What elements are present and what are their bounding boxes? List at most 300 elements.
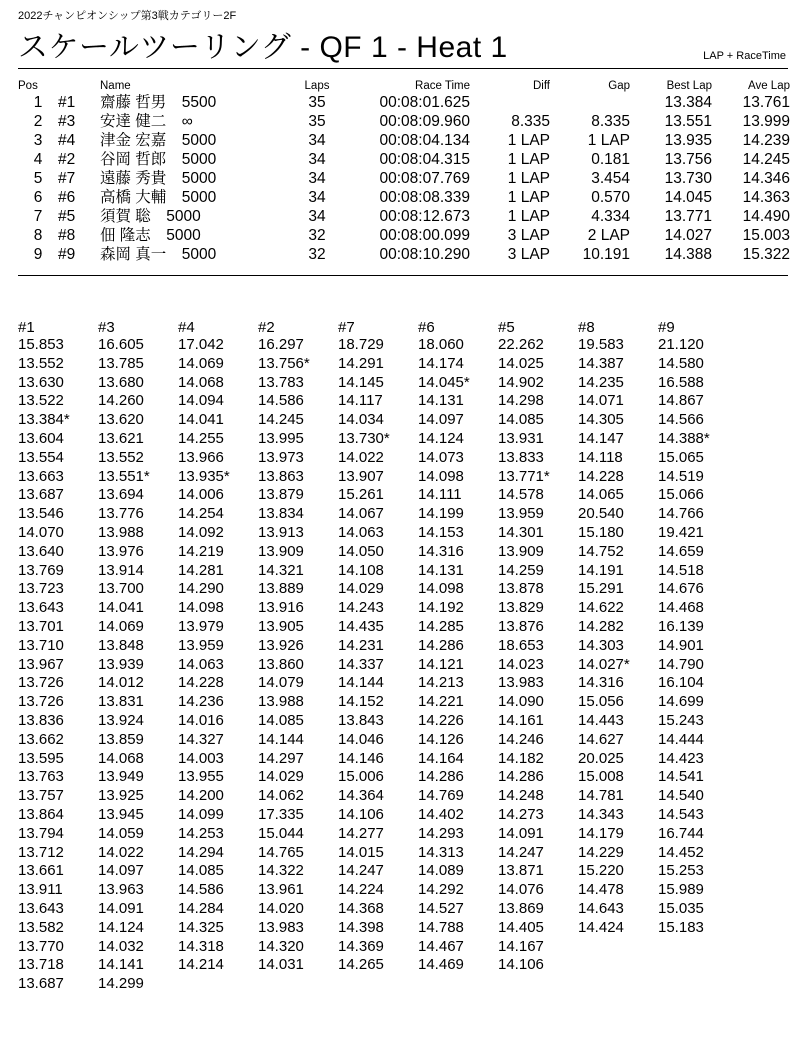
lap-row [18, 919, 738, 938]
lap-time: 13.730* [338, 429, 390, 447]
result-row [18, 207, 790, 226]
result-race-time: 00:08:00.099 [379, 227, 470, 244]
lap-time: 14.281 [178, 561, 224, 579]
lap-time: 13.911 [18, 881, 63, 899]
lap-time: 14.124 [418, 429, 464, 447]
result-best-lap: 14.045 [664, 189, 712, 206]
lap-time: 13.913 [258, 523, 304, 541]
lap-time: 14.065 [578, 486, 624, 504]
lap-time: 13.661 [18, 862, 64, 880]
lap-row [18, 505, 738, 524]
lap-time: 13.876 [498, 617, 544, 635]
result-driver-name: 谷岡 哲郎 5000 [100, 151, 217, 168]
lap-time: 14.003 [178, 749, 224, 767]
lap-time: 14.387 [578, 354, 624, 372]
lap-time: 14.424 [578, 918, 624, 936]
lap-time: 14.131 [418, 561, 464, 579]
result-gap: 2 LAP [587, 227, 630, 244]
lap-time: 13.783 [258, 373, 304, 391]
lap-time: 14.045* [418, 373, 470, 391]
lap-time: 14.141 [98, 956, 144, 974]
lap-time: 14.478 [578, 881, 624, 899]
result-laps: 34 [308, 170, 326, 187]
lap-row [18, 392, 738, 411]
result-best-lap: 14.388 [664, 246, 712, 263]
lap-time: 14.343 [578, 805, 624, 823]
page-title: スケールツーリング - QF 1 - Heat 1 [18, 31, 508, 64]
lap-time: 14.067 [338, 505, 384, 523]
result-race-time: 00:08:07.769 [379, 170, 470, 187]
lap-time: 13.889 [258, 580, 304, 598]
lap-time: 14.041 [98, 599, 144, 617]
lap-row [18, 656, 738, 675]
result-driver-name: 遠藤 秀貴 5000 [100, 170, 217, 187]
lap-time: 16.104 [658, 674, 704, 692]
result-row [18, 226, 790, 245]
lap-time: 14.068 [178, 373, 224, 391]
lap-time: 14.108 [338, 561, 384, 579]
result-laps: 32 [308, 246, 326, 263]
lap-time: 16.588 [658, 373, 704, 391]
lap-time: 14.318 [178, 937, 224, 955]
lap-time: 13.959 [498, 505, 544, 523]
lap-time: 14.144 [338, 674, 384, 692]
lap-time: 14.164 [418, 749, 464, 767]
lap-time: 13.907 [338, 467, 384, 485]
lap-time: 13.983 [498, 674, 544, 692]
lap-time: 14.402 [418, 805, 464, 823]
lap-time: 13.552 [98, 448, 144, 466]
lap-time: 13.979 [178, 617, 224, 635]
lap-time: 14.062 [258, 787, 304, 805]
result-pos: 4 [33, 151, 43, 168]
result-laps: 32 [308, 227, 326, 244]
result-race-time: 00:08:04.315 [379, 151, 470, 168]
lap-row [18, 336, 738, 355]
lap-row [18, 524, 738, 543]
result-ave-lap: 15.322 [742, 246, 790, 263]
result-diff: 1 LAP [507, 170, 550, 187]
result-ave-lap: 14.490 [742, 208, 790, 225]
lap-time: 14.069 [98, 617, 144, 635]
lap-time: 14.068 [98, 749, 144, 767]
lap-row [18, 712, 738, 731]
lap-time: 13.864 [18, 805, 64, 823]
lap-time: 13.905 [258, 617, 304, 635]
lap-time: 13.939 [98, 655, 144, 673]
lap-time: 14.020 [258, 899, 304, 917]
lap-row [18, 486, 738, 505]
result-gap: 4.334 [591, 208, 630, 225]
lap-time: 15.035 [658, 899, 704, 917]
lap-time: 14.243 [338, 599, 384, 617]
result-driver-name: 津金 宏嘉 5000 [100, 132, 217, 149]
lap-time: 13.785 [98, 354, 144, 372]
result-gap: 8.335 [591, 113, 630, 130]
lap-time: 15.253 [658, 862, 704, 880]
lap-time: 17.042 [178, 336, 224, 353]
lap-time: 14.098 [418, 467, 464, 485]
lap-time: 14.070 [18, 523, 64, 541]
lap-time: 14.034 [338, 411, 384, 429]
lap-row [18, 543, 738, 562]
lap-row [18, 862, 738, 881]
result-car-number: #6 [58, 189, 76, 206]
col-laps: Laps [304, 80, 330, 92]
result-diff: 3 LAP [507, 227, 550, 244]
lap-time: 13.924 [98, 711, 144, 729]
lap-time: 13.701 [18, 617, 64, 635]
lap-time: 14.006 [178, 486, 224, 504]
lap-row [18, 637, 738, 656]
lap-time: 14.781 [578, 787, 624, 805]
lap-time: 14.097 [418, 411, 464, 429]
result-row [18, 150, 790, 169]
lap-time: 13.843 [338, 711, 384, 729]
lap-time: 13.687 [18, 486, 64, 504]
bottom-rule [18, 275, 788, 276]
lap-time: 13.909 [498, 542, 544, 560]
lap-time: 13.916 [258, 599, 304, 617]
lap-column-header: #8 [578, 319, 595, 336]
result-row [18, 112, 790, 131]
lap-time: 14.444 [658, 730, 704, 748]
lap-time: 13.863 [258, 467, 304, 485]
result-best-lap: 13.551 [664, 113, 712, 130]
lap-time: 13.967 [18, 655, 64, 673]
result-gap: 3.454 [591, 170, 630, 187]
lap-row [18, 750, 738, 769]
lap-time: 14.313 [418, 843, 464, 861]
lap-time: 14.147 [578, 429, 624, 447]
lap-time: 20.540 [578, 505, 624, 523]
lap-row [18, 374, 738, 393]
lap-time: 14.167 [498, 937, 544, 955]
lap-time: 13.869 [498, 899, 544, 917]
lap-time [658, 975, 738, 994]
col-race-time: Race Time [415, 80, 470, 92]
lap-time: 14.297 [258, 749, 304, 767]
lap-column-header: #4 [178, 319, 195, 336]
lap-time: 14.286 [418, 768, 464, 786]
lap-time: 13.726 [18, 693, 64, 711]
lap-time: 14.121 [418, 655, 464, 673]
lap-time: 15.220 [578, 862, 624, 880]
result-diff: 3 LAP [507, 246, 550, 263]
lap-column-header: #3 [98, 319, 115, 336]
lap-time: 14.085 [178, 862, 224, 880]
lap-time: 14.248 [498, 787, 544, 805]
lap-time [658, 938, 738, 957]
lap-time: 14.586 [258, 392, 304, 410]
lap-time: 14.027* [578, 655, 630, 673]
lap-time: 14.245 [258, 411, 304, 429]
result-gap [550, 93, 630, 112]
lap-time: 13.973 [258, 448, 304, 466]
lap-time: 13.551* [98, 467, 150, 485]
col-best-lap: Best Lap [666, 80, 712, 92]
lap-time: 14.144 [258, 730, 304, 748]
lap-time: 13.966 [178, 448, 224, 466]
lap-time [418, 975, 498, 994]
result-pos: 6 [33, 189, 43, 206]
lap-time: 14.643 [578, 899, 624, 917]
lap-time: 14.765 [258, 843, 304, 861]
lap-time: 14.566 [658, 411, 704, 429]
lap-row [18, 825, 738, 844]
lap-column-header: #2 [258, 319, 275, 336]
lap-time: 14.191 [578, 561, 624, 579]
lap-time: 15.291 [578, 580, 624, 598]
lap-row [18, 468, 738, 487]
lap-time: 15.243 [658, 711, 704, 729]
lap-time: 14.627 [578, 730, 624, 748]
lap-column-header: #7 [338, 319, 355, 336]
result-pos: 2 [33, 113, 43, 130]
result-gap: 10.191 [582, 246, 630, 263]
lap-time: 14.405 [498, 918, 544, 936]
lap-time: 14.224 [338, 881, 384, 899]
lap-time: 13.931 [498, 429, 544, 447]
lap-row [18, 956, 738, 975]
lap-time: 14.085 [258, 711, 304, 729]
lap-time: 16.297 [258, 336, 304, 353]
lap-time: 14.236 [178, 693, 224, 711]
result-best-lap: 13.730 [664, 170, 712, 187]
lap-time: 14.337 [338, 655, 384, 673]
lap-time: 13.680 [98, 373, 144, 391]
lap-time: 14.174 [418, 354, 464, 372]
result-gap: 0.181 [591, 151, 630, 168]
result-ave-lap: 14.363 [742, 189, 790, 206]
lap-time: 14.699 [658, 693, 704, 711]
lap-time: 14.131 [418, 392, 464, 410]
result-laps: 35 [308, 94, 326, 111]
lap-time: 14.098 [178, 599, 224, 617]
lap-time: 13.935* [178, 467, 230, 485]
lap-time: 14.388* [658, 429, 710, 447]
lap-time: 14.073 [418, 448, 464, 466]
lap-time: 14.219 [178, 542, 224, 560]
lap-row [18, 938, 738, 957]
lap-time: 14.221 [418, 693, 464, 711]
lap-time: 14.676 [658, 580, 704, 598]
lap-time: 14.254 [178, 505, 224, 523]
result-pos: 8 [33, 227, 43, 244]
lap-time: 14.106 [498, 956, 544, 974]
result-pos: 9 [33, 246, 43, 263]
lap-row [18, 430, 738, 449]
result-race-time: 00:08:12.673 [379, 208, 470, 225]
lap-time: 14.265 [338, 956, 384, 974]
result-ave-lap: 15.003 [742, 227, 790, 244]
result-car-number: #1 [58, 94, 76, 111]
lap-time: 13.995 [258, 429, 304, 447]
lap-row [18, 411, 738, 430]
lap-time: 14.247 [338, 862, 384, 880]
lap-time: 14.325 [178, 918, 224, 936]
lap-time: 14.273 [498, 805, 544, 823]
result-best-lap: 14.027 [664, 227, 712, 244]
lap-time: 14.255 [178, 429, 224, 447]
col-ave-lap: Ave Lap [748, 80, 790, 92]
lap-time: 16.605 [98, 336, 144, 353]
result-driver-name: 佃 隆志 5000 [100, 227, 201, 244]
lap-time: 13.522 [18, 392, 64, 410]
lap-time: 14.586 [178, 881, 224, 899]
result-car-number: #9 [58, 246, 76, 263]
lap-time [578, 975, 658, 994]
lap-time: 14.200 [178, 787, 224, 805]
lap-column-header: #9 [658, 319, 675, 336]
lap-time: 13.945 [98, 805, 144, 823]
lap-times-table [18, 319, 738, 994]
lap-time: 14.443 [578, 711, 624, 729]
col-name: Name [100, 80, 131, 92]
lap-row [18, 580, 738, 599]
lap-time [578, 938, 658, 957]
lap-time: 14.063 [178, 655, 224, 673]
lap-time: 14.079 [258, 674, 304, 692]
lap-time: 14.229 [578, 843, 624, 861]
lap-time: 14.364 [338, 787, 384, 805]
result-ave-lap: 14.245 [742, 151, 790, 168]
lap-time: 14.321 [258, 561, 304, 579]
lap-time: 13.769 [18, 561, 64, 579]
lap-time [658, 956, 738, 975]
results-header-row [18, 79, 790, 93]
lap-time: 13.723 [18, 580, 64, 598]
result-ave-lap: 13.761 [742, 94, 790, 111]
lap-row [18, 900, 738, 919]
lap-time: 13.630 [18, 373, 64, 391]
lap-row [18, 618, 738, 637]
lap-time: 14.069 [178, 354, 224, 372]
lap-time: 14.228 [178, 674, 224, 692]
lap-time: 14.294 [178, 843, 224, 861]
lap-time: 21.120 [658, 336, 704, 353]
lap-time: 14.316 [418, 542, 464, 560]
lap-time: 14.320 [258, 937, 304, 955]
result-pos: 5 [33, 170, 43, 187]
lap-time: 14.029 [338, 580, 384, 598]
lap-time: 13.770 [18, 937, 64, 955]
lap-time: 14.071 [578, 392, 624, 410]
lap-time: 14.259 [498, 561, 544, 579]
lap-time: 15.044 [258, 824, 304, 842]
lap-row [18, 975, 738, 994]
lap-time: 14.231 [338, 636, 384, 654]
result-gap: 0.570 [591, 189, 630, 206]
lap-time: 14.369 [338, 937, 384, 955]
lap-time: 14.032 [98, 937, 144, 955]
lap-time: 14.199 [418, 505, 464, 523]
lap-time: 14.124 [98, 918, 144, 936]
lap-time: 14.247 [498, 843, 544, 861]
result-race-time: 00:08:10.290 [379, 246, 470, 263]
lap-time: 18.729 [338, 336, 384, 353]
lap-time: 15.006 [338, 768, 384, 786]
lap-time: 13.643 [18, 599, 64, 617]
lap-time: 14.094 [178, 392, 224, 410]
lap-time: 13.552 [18, 354, 64, 372]
lap-time: 13.871 [498, 862, 544, 880]
lap-time: 13.831 [98, 693, 144, 711]
result-car-number: #4 [58, 132, 76, 149]
lap-time: 13.848 [98, 636, 144, 654]
lap-time: 18.060 [418, 336, 464, 353]
lap-time: 14.578 [498, 486, 544, 504]
lap-time: 20.025 [578, 749, 624, 767]
result-row [18, 93, 790, 112]
lap-time: 14.769 [418, 787, 464, 805]
lap-header-row [18, 319, 738, 336]
lap-time: 14.284 [178, 899, 224, 917]
lap-time: 17.335 [258, 805, 304, 823]
lap-time: 13.860 [258, 655, 304, 673]
lap-time: 14.153 [418, 523, 464, 541]
lap-time: 14.299 [98, 975, 144, 993]
lap-time: 14.246 [498, 730, 544, 748]
lap-time: 14.368 [338, 899, 384, 917]
lap-time: 14.050 [338, 542, 384, 560]
lap-time: 14.290 [178, 580, 224, 598]
result-laps: 34 [308, 208, 326, 225]
lap-time [498, 975, 578, 994]
lap-time: 14.286 [498, 768, 544, 786]
result-pos: 1 [33, 94, 43, 111]
lap-time: 14.063 [338, 523, 384, 541]
lap-time: 13.687 [18, 975, 64, 993]
lap-time: 13.988 [98, 523, 144, 541]
lap-time: 14.228 [578, 467, 624, 485]
lap-time: 13.554 [18, 448, 64, 466]
lap-time: 15.989 [658, 881, 704, 899]
lap-time: 14.293 [418, 824, 464, 842]
lap-time: 13.663 [18, 467, 64, 485]
lap-time: 14.322 [258, 862, 304, 880]
result-driver-name: 齋藤 哲男 5500 [100, 94, 217, 111]
result-pos: 3 [33, 132, 43, 149]
lap-time: 15.180 [578, 523, 624, 541]
lap-time: 14.118 [578, 448, 623, 466]
lap-time: 14.012 [98, 674, 144, 692]
lap-time: 19.583 [578, 336, 624, 353]
col-pos: Pos [18, 80, 38, 92]
result-diff: 1 LAP [507, 189, 550, 206]
lap-time: 14.398 [338, 918, 384, 936]
lap-column-header: #6 [418, 319, 435, 336]
result-car-number: #7 [58, 170, 76, 187]
lap-time: 14.146 [338, 749, 384, 767]
lap-time: 13.763 [18, 768, 64, 786]
lap-time: 14.467 [418, 937, 464, 955]
result-row [18, 169, 790, 188]
lap-time: 13.833 [498, 448, 544, 466]
lap-time: 14.867 [658, 392, 704, 410]
lap-time: 14.527 [418, 899, 464, 917]
lap-time: 16.139 [658, 617, 704, 635]
lap-time: 13.836 [18, 711, 64, 729]
lap-time: 14.543 [658, 805, 704, 823]
lap-time: 13.983 [258, 918, 304, 936]
result-row [18, 245, 790, 264]
lap-time: 13.771* [498, 467, 550, 485]
col-gap: Gap [608, 80, 630, 92]
lap-time: 14.213 [418, 674, 464, 692]
lap-time: 22.262 [498, 336, 544, 353]
result-laps: 34 [308, 151, 326, 168]
